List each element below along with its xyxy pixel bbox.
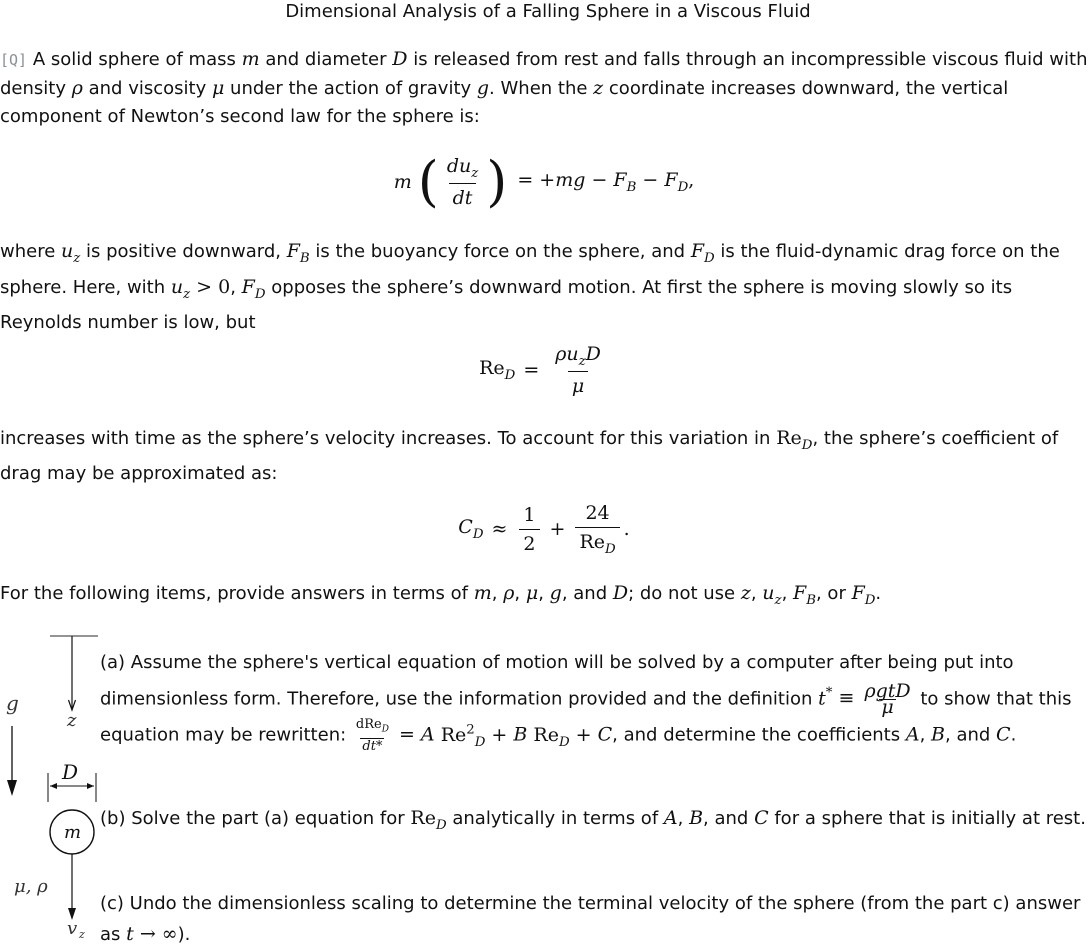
question-tag: [Q] bbox=[0, 51, 28, 69]
velocity-label: v bbox=[67, 918, 78, 939]
item-a: (a) Assume the sphere's vertical equation of motion will be solved by a computer after being put into dimensionless form. Therefore, use the information provided and the definition t* ≡ $\frac{\text{ρgtD}}{\mu}$ to show that this equation may be rewritten: $\frac{dRe_D}{dt*}$ = A $Re^2_D + B$ $Re_D + C$, and determine the coefficients A, B, and C. bbox=[100, 652, 1072, 754]
forces-paragraph: where $u_z$ is positive downward, $F_B$ is the buoyancy force on the sphere, and $F_D$ is the fluid-dynamic drag force on the sphere. Here, with $u_z > 0$, $F_D$ opposes the sphere’s downward motion. At first the sphere is moving slowly so its Reynolds number is low, but bbox=[0, 240, 1060, 333]
drag-coefficient-equation: $C_D$ ≈ $\frac{1}{2}$ + $\frac{24}{Re_D}$ . bbox=[458, 501, 630, 557]
mass-label: m bbox=[64, 822, 82, 843]
intro-paragraph: [Q] A solid sphere of mass m and diameter D is released from rest and falls through an incompressible viscous fluid with density ρ and viscosity μ under the action of gravity g. When the z coordinate increases downward, the vertical component of Newton’s second law for the sphere is: bbox=[0, 48, 1088, 127]
item-c: (c) Undo the dimensionless scaling to determine the terminal velocity of the sphere (from the part c) answer as t → ∞). bbox=[100, 893, 1081, 945]
drag-paragraph: increases with time as the sphere’s velocity increases. To account for this variation in $Re_D$, the sphere’s coefficient of drag may be approximated as: bbox=[0, 427, 1059, 484]
instructions-paragraph: For the following items, provide answers in terms of m, ρ, μ, g, and D; do not use z, $u_z$, $F_B$, or $F_D$. bbox=[0, 582, 882, 608]
gravity-label: g bbox=[6, 691, 19, 715]
velocity-subscript: z bbox=[79, 928, 85, 939]
page-title: Dimensional Analysis of a Falling Sphere in a Viscous Fluid bbox=[285, 1, 811, 22]
z-axis-label: z bbox=[67, 710, 77, 731]
sphere-diagram bbox=[0, 630, 100, 939]
newton-equation: m ( $\frac{du_z}{dt}$ ) = $+mg - F_B - F_D$, bbox=[393, 150, 695, 213]
reynolds-equation: $Re_D$ = $\frac{\rho u_zD}{\mu}$ bbox=[479, 342, 601, 398]
diameter-label: D bbox=[62, 760, 79, 784]
item-b: (b) Solve the part (a) equation for $Re_D$ analytically in terms of A, B, and C for a sphere that is initially at rest. bbox=[100, 807, 1086, 833]
fluid-properties-label: μ, ρ bbox=[14, 876, 48, 897]
